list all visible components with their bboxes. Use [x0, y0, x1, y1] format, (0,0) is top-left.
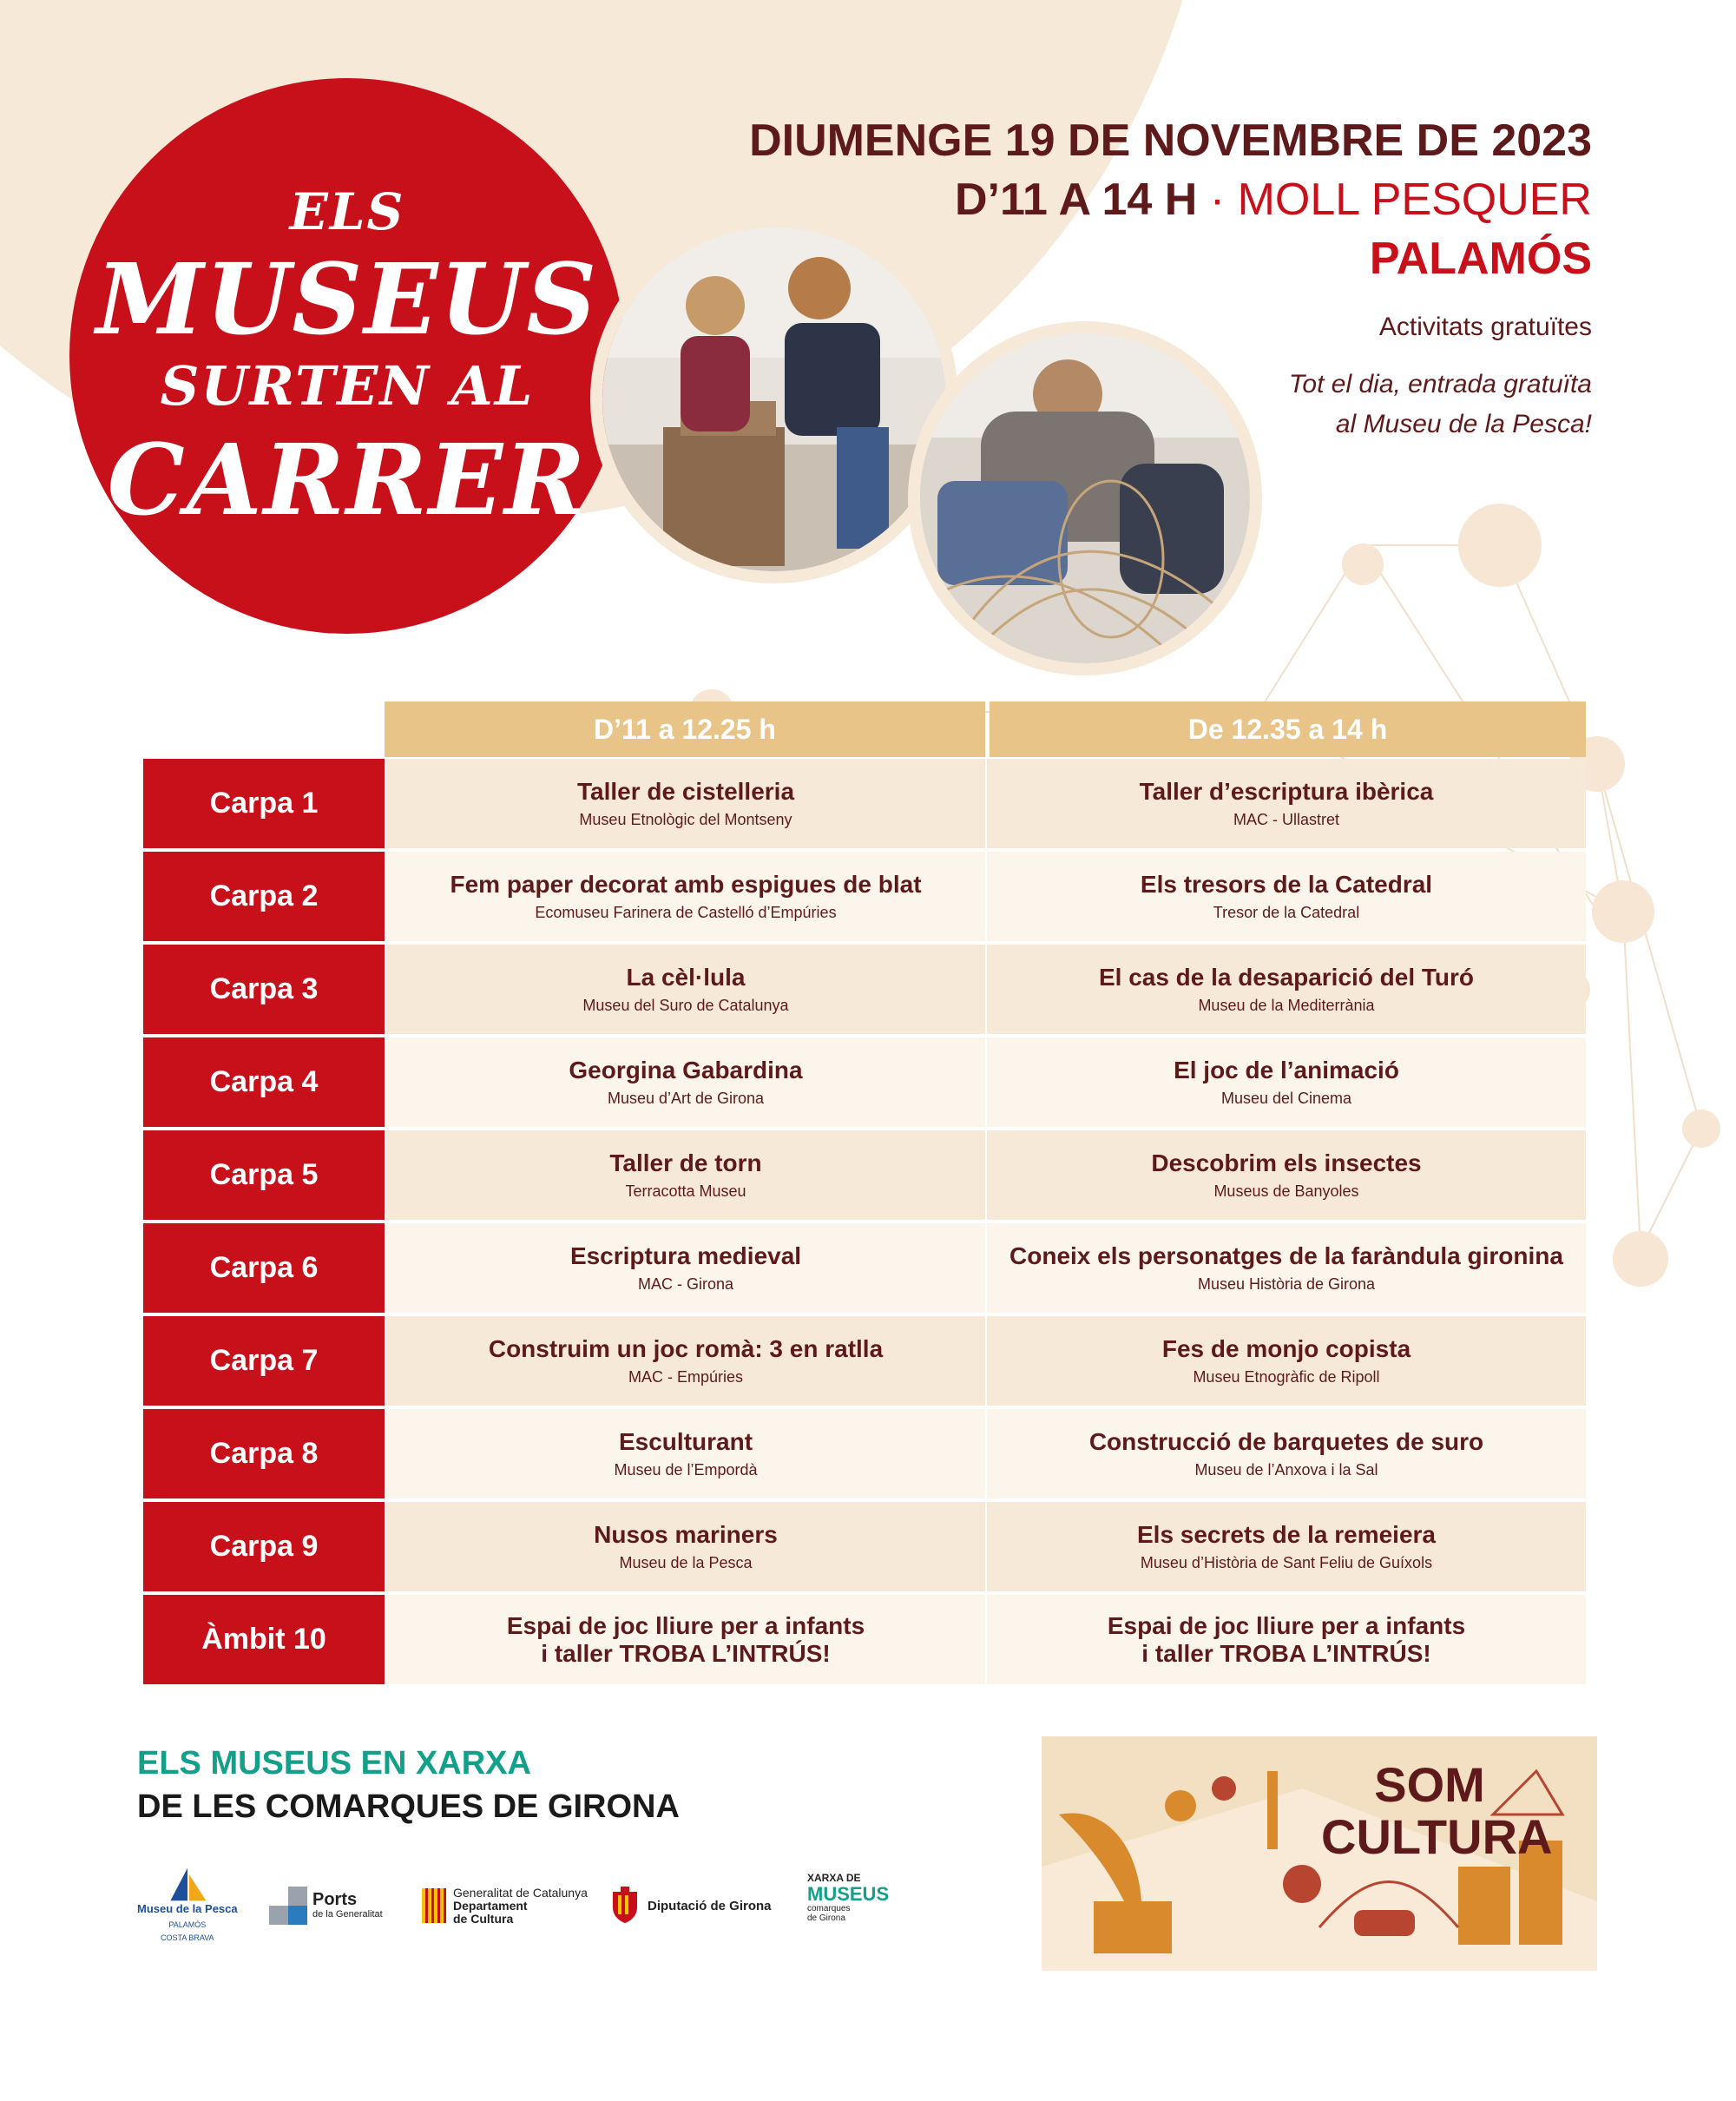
- schedule-row: [143, 945, 1586, 1034]
- schedule-row: [143, 1595, 1586, 1684]
- event-logo: [69, 78, 625, 634]
- activity-midday: [987, 1595, 1586, 1684]
- activity-title: El joc de l’animació: [1174, 1056, 1399, 1083]
- logo-generalitat-line3: de Cultura: [453, 1911, 514, 1926]
- activity-title: Taller d’escriptura ibèrica: [1139, 777, 1434, 805]
- logo-line-1: ELS: [289, 182, 405, 241]
- event-date: DIUMENGE 19 DE NOVEMBRE DE 2023: [749, 115, 1592, 166]
- activity-title: Espai de joc lliure per a infants: [506, 1611, 865, 1639]
- activity-title: Escriptura medieval: [569, 1242, 802, 1269]
- tent-label: Carpa 3: [143, 945, 385, 1034]
- tent-label: Carpa 9: [143, 1502, 385, 1591]
- activity-museum: MAC - Empúries: [628, 1367, 744, 1386]
- schedule-row: [143, 852, 1586, 941]
- activity-title: La cèl·lula: [626, 963, 746, 991]
- activity-museum: Tresor de la Catedral: [1213, 903, 1360, 921]
- ports-icon: [269, 1887, 307, 1925]
- activity-midday: [987, 1037, 1586, 1127]
- tent-label: Carpa 2: [143, 852, 385, 941]
- activity-museum: Museu de l’Anxova i la Sal: [1194, 1460, 1378, 1479]
- logo-line-3: SURTEN AL: [160, 354, 535, 418]
- activity-title: Fes de monjo copista: [1161, 1334, 1411, 1362]
- event-separator: ·: [1197, 175, 1238, 225]
- logo-diputacio: [609, 1875, 772, 1936]
- activity-midday: [987, 1223, 1586, 1313]
- schedule-row: [143, 1037, 1586, 1127]
- logo-line-2: MUSEUS: [95, 243, 599, 357]
- activity-title: Esculturant: [618, 1427, 753, 1455]
- event-place: MOLL PESQUER: [1237, 175, 1592, 225]
- activity-midday: [987, 852, 1586, 941]
- activity-museum: Museu de l’Empordà: [614, 1460, 758, 1479]
- logo-xarxa-line4: de Girona: [807, 1913, 845, 1923]
- logo-generalitat-line1: Generalitat de Catalunya: [453, 1885, 588, 1900]
- activity-midday: [987, 1316, 1586, 1406]
- activity-museum: MAC - Ullastret: [1233, 810, 1339, 828]
- activity-museum: Ecomuseu Farinera de Castelló d’Empúries: [535, 903, 837, 921]
- activity-midday: [987, 1130, 1586, 1220]
- activity-title: Descobrim els insectes: [1151, 1149, 1422, 1176]
- activity-museum: Museus de Banyoles: [1213, 1182, 1359, 1200]
- activity-midday: [987, 759, 1586, 848]
- schedule-row: [143, 1130, 1586, 1220]
- logo-ports-sub: de la Generalitat: [312, 1908, 383, 1920]
- activity-morning: [386, 1595, 985, 1684]
- activity-midday: [987, 945, 1586, 1034]
- activity-morning: [386, 759, 985, 848]
- activity-museum: Museu Etnogràfic de Ripoll: [1193, 1367, 1380, 1386]
- activity-morning: [386, 1223, 985, 1313]
- activity-title: Coneix els personatges de la faràndula gironina: [1009, 1242, 1563, 1269]
- tent-label: Carpa 6: [143, 1223, 385, 1313]
- logo-xarxa-museus: [807, 1872, 889, 1941]
- activity-morning: [386, 1409, 985, 1498]
- coat-of-arms-icon: [609, 1887, 641, 1925]
- event-town: PALAMÓS: [1369, 234, 1592, 284]
- column-header-morning: D’11 a 12.25 h: [385, 701, 985, 757]
- som-cultura-line-2: CULTURA: [1321, 1809, 1553, 1864]
- tent-label: Carpa 1: [143, 759, 385, 848]
- activity-museum: Museu Història de Girona: [1197, 1274, 1376, 1293]
- schedule-row: [143, 1223, 1586, 1313]
- area-label: Àmbit 10: [143, 1595, 385, 1684]
- logo-generalitat: [422, 1875, 588, 1936]
- free-entry-line-2: al Museu de la Pesca!: [1335, 410, 1592, 438]
- logo-generalitat-line2: Departament: [453, 1898, 528, 1913]
- tent-label: Carpa 7: [143, 1316, 385, 1406]
- activity-museum: Museu de la Pesca: [619, 1553, 753, 1571]
- logo-diputacio-name: Diputació de Girona: [648, 1898, 772, 1913]
- event-time-place: [749, 170, 1592, 229]
- activity-museum: Museu d’Art de Girona: [607, 1089, 765, 1107]
- activity-title: Fem paper decorat amb espigues de blat: [450, 870, 922, 898]
- activity-morning: [386, 1037, 985, 1127]
- logo-museu-pesca: [137, 1867, 238, 1945]
- activity-title-line-2: i taller TROBA L’INTRÚS!: [1141, 1639, 1431, 1667]
- activity-title: Els secrets de la remeiera: [1136, 1520, 1436, 1548]
- activity-title: Georgina Gabardina: [569, 1056, 803, 1083]
- som-cultura-banner: [1042, 1736, 1597, 1971]
- activity-title: El cas de la desaparició del Turó: [1098, 963, 1475, 991]
- logo-xarxa-line1: XARXA DE: [807, 1872, 861, 1884]
- logo-pesca-sub2: COSTA BRAVA: [161, 1933, 214, 1942]
- sail-icon: [161, 1867, 214, 1902]
- free-activities: Activitats gratuïtes: [1378, 313, 1592, 341]
- network-title-line-1: ELS MUSEUS EN XARXA: [137, 1745, 531, 1782]
- logo-ports-name: Ports: [312, 1889, 358, 1909]
- schedule-row: [143, 1409, 1586, 1498]
- activity-midday: [987, 1502, 1586, 1591]
- activity-title: Construcció de barquetes de suro: [1088, 1427, 1484, 1455]
- schedule-row: [143, 1316, 1586, 1406]
- logo-pesca-sub1: PALAMÓS: [168, 1920, 207, 1929]
- senyera-icon: [422, 1888, 446, 1923]
- activity-morning: [386, 1316, 985, 1406]
- activity-title: Taller de torn: [609, 1149, 762, 1176]
- activity-title-line-2: i taller TROBA L’INTRÚS!: [541, 1639, 831, 1667]
- activity-title: Els tresors de la Catedral: [1140, 870, 1433, 898]
- tent-label: Carpa 5: [143, 1130, 385, 1220]
- activity-title: Espai de joc lliure per a infants: [1107, 1611, 1466, 1639]
- activity-title: Taller de cistelleria: [576, 777, 795, 805]
- activity-museum: Museu d’Història de Sant Feliu de Guíxols: [1140, 1553, 1433, 1571]
- tent-label: Carpa 4: [143, 1037, 385, 1127]
- activity-morning: [386, 852, 985, 941]
- event-time: D’11 A 14 H: [954, 175, 1198, 225]
- event-header: [749, 111, 1592, 445]
- activity-museum: Museu del Cinema: [1220, 1089, 1352, 1107]
- activity-title: Construim un joc romà: 3 en ratlla: [488, 1334, 884, 1362]
- network-title-line-2: DE LES COMARQUES DE GIRONA: [137, 1788, 680, 1825]
- activity-museum: Museu de la Mediterrània: [1198, 996, 1375, 1014]
- activity-museum: MAC - Girona: [637, 1274, 734, 1293]
- logo-xarxa-line3: comarques: [807, 1904, 851, 1913]
- schedule-row: [143, 1502, 1586, 1591]
- column-header-midday: De 12.35 a 14 h: [990, 701, 1586, 757]
- activity-museum: Terracotta Museu: [625, 1182, 746, 1200]
- activity-morning: [386, 1130, 985, 1220]
- som-cultura-title: [1321, 1757, 1553, 1864]
- activity-midday: [987, 1409, 1586, 1498]
- schedule-row: [143, 759, 1586, 848]
- som-cultura-line-1: SOM: [1374, 1757, 1485, 1812]
- activity-title: Nusos mariners: [594, 1520, 778, 1548]
- tent-label: Carpa 8: [143, 1409, 385, 1498]
- free-entry-line-1: Tot el dia, entrada gratuïta: [1288, 370, 1592, 398]
- logo-xarxa-line2: MUSEUS: [807, 1883, 890, 1905]
- activity-morning: [386, 945, 985, 1034]
- activity-morning: [386, 1502, 985, 1591]
- logo-pesca-name: Museu de la Pesca: [137, 1902, 238, 1915]
- logo-ports: [269, 1875, 383, 1936]
- activity-museum: Museu del Suro de Catalunya: [582, 996, 789, 1014]
- activity-museum: Museu Etnològic del Montseny: [579, 810, 792, 828]
- logo-line-4: CARRER: [107, 424, 588, 537]
